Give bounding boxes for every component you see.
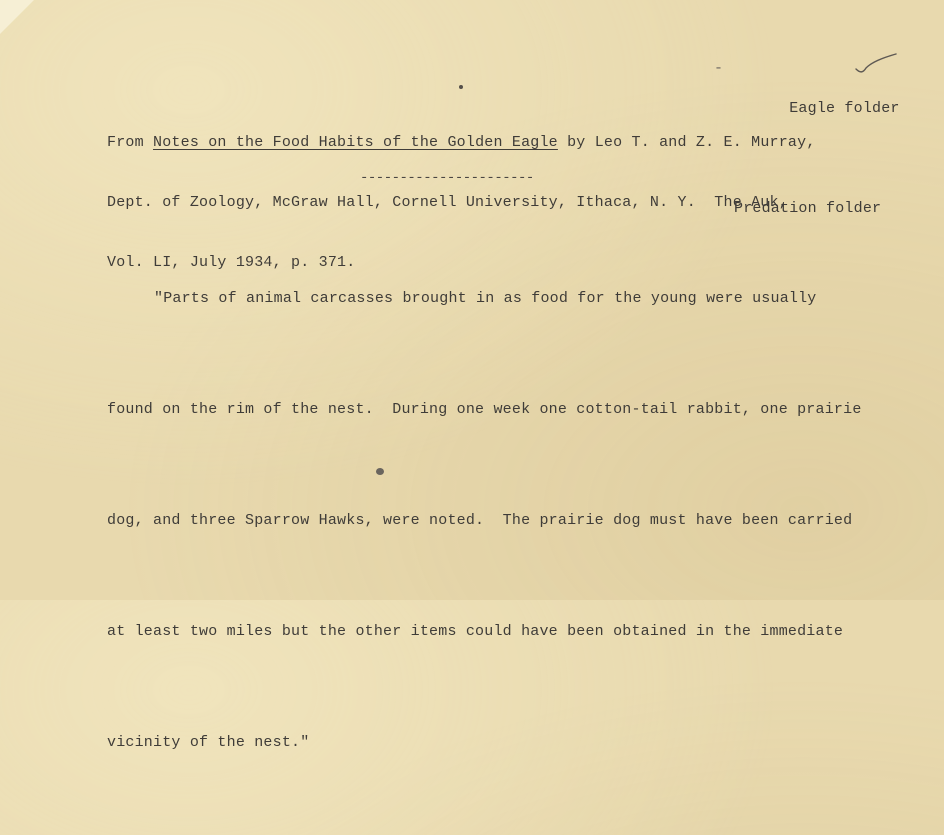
article-title: Notes on the Food Habits of the Golden Eagle bbox=[153, 134, 558, 151]
eagle-folder-label: Eagle folder bbox=[789, 100, 900, 117]
citation-prefix: From bbox=[107, 134, 154, 151]
quote-line: vicinity of the nest." bbox=[107, 734, 310, 751]
pencil-dot-mark bbox=[459, 85, 463, 89]
stray-ink-mark bbox=[376, 468, 384, 475]
corner-fold bbox=[0, 0, 34, 34]
pencil-dash-mark: - bbox=[714, 60, 724, 77]
predation-folder-label: Predation folder bbox=[734, 200, 882, 217]
citation-line-2: Dept. of Zoology, McGraw Hall, Cornell University, Ithaca, N. Y. The Auk, bbox=[107, 194, 788, 211]
separator-rule: ---------------------- bbox=[360, 170, 534, 186]
quote-line: at least two miles but the other items could have been obtained in the immediate bbox=[107, 623, 844, 640]
quote-line: found on the rim of the nest. During one week one cotton-tail rabbit, one prairie bbox=[107, 401, 862, 418]
citation-line-1 bbox=[107, 133, 816, 153]
check-mark-icon bbox=[854, 53, 898, 77]
quote-line: dog, and three Sparrow Hawks, were noted. The prairie dog must have been carried bbox=[107, 512, 853, 529]
quote-line: "Parts of animal carcasses brought in as food for the young were usually bbox=[154, 290, 817, 307]
citation-line-3: Vol. LI, July 1934, p. 371. bbox=[107, 254, 356, 271]
quotation-block bbox=[107, 206, 862, 835]
citation-authors: by Leo T. and Z. E. Murray, bbox=[557, 134, 816, 151]
